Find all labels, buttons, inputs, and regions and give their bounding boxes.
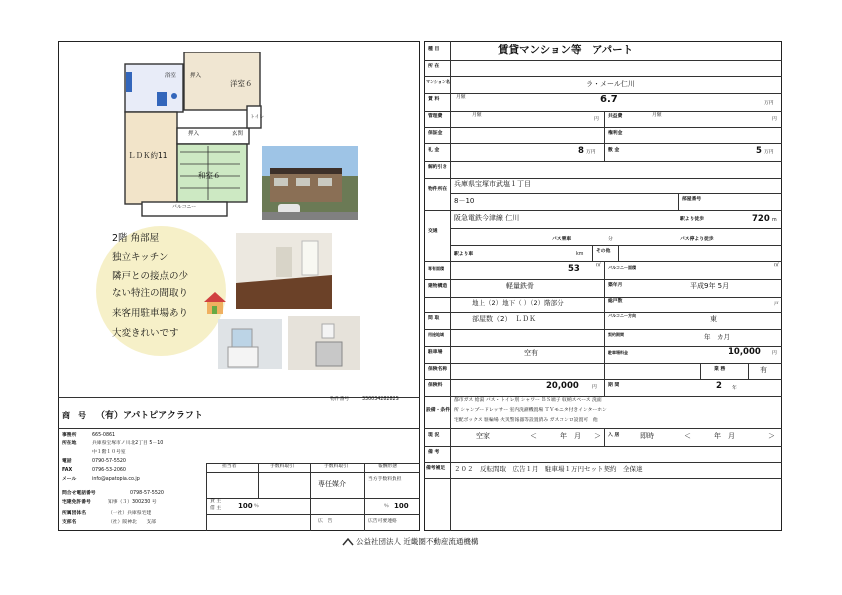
inquiry-label: 問合せ電話番号 (62, 491, 96, 496)
property-no-label: 物件番号 (330, 397, 350, 402)
room-bath: 浴室 (165, 73, 177, 79)
divider (450, 193, 782, 194)
common-label: 共益費 (608, 114, 623, 119)
trade-label: 商 号 (62, 411, 86, 420)
reikin-unit: 万円 (586, 150, 596, 155)
divider (424, 329, 782, 330)
direction-value: 東 (710, 315, 717, 323)
ad-value: 広告可要連絡 (368, 519, 397, 524)
org-logo-icon (342, 537, 354, 547)
feature-6: 大変きれいです (112, 328, 179, 339)
license: 知事（３）300230 号 (108, 500, 157, 505)
name-label: マンション名 (426, 79, 450, 84)
footer-text: 公益社団法人 近畿圏不動産流通機構 (356, 537, 479, 546)
divider (424, 76, 782, 77)
structure-value: 軽量鉄骨 (506, 282, 534, 290)
kaiyaku-label: 解約引き (428, 165, 448, 170)
fee-value-2: 100 (394, 502, 409, 510)
divider (424, 428, 782, 429)
status-date-close: ＞ (594, 432, 601, 440)
divider (450, 228, 782, 229)
divider (310, 463, 311, 531)
room-no-label: 部屋番号 (682, 197, 702, 202)
feature-5: 来客用駐車場あり (112, 308, 189, 319)
divider (424, 178, 782, 179)
divider (424, 210, 782, 211)
move-date-close: ＞ (768, 432, 775, 440)
property-address2: 8－10 (454, 197, 475, 205)
property-address: 兵庫県宝塚市武塩１丁目 (454, 180, 531, 188)
divider (618, 245, 619, 261)
common-yen: 円 (772, 117, 777, 122)
fax: 0796-53-2060 (92, 468, 126, 473)
rent-monthly: 月額 (456, 95, 466, 100)
bus-walk-label: バス停より徒歩 (680, 237, 714, 242)
address-row-label: 物件所在 (428, 187, 448, 192)
divider (206, 498, 420, 499)
balcony-area-label: バルコニー面積 (608, 265, 636, 270)
divider (604, 428, 605, 446)
contract-label: 契約期間 (608, 332, 624, 337)
status-label: 現 況 (428, 433, 440, 438)
balcony-area-unit: ㎡ (774, 263, 779, 268)
duties-value: 有 (760, 366, 767, 374)
parking-fee-value: 10,000 (728, 347, 761, 357)
divider (748, 363, 749, 379)
area-unit: ㎡ (596, 263, 601, 268)
mail-label: メール (62, 477, 77, 482)
divider (424, 446, 782, 447)
ins-fee-value: 20,000 (546, 381, 579, 391)
transport-label: 交通 (428, 229, 438, 234)
divider (424, 279, 782, 280)
fee-header-1: 担当者 (222, 464, 237, 469)
address-label: 所在地 (62, 441, 77, 446)
shikikin-value: 5 (756, 146, 762, 156)
building-name: ラ・メール仁川 (586, 80, 635, 88)
divider (424, 312, 782, 313)
exterior-photo (262, 146, 358, 220)
room-western: 洋室６ (230, 79, 253, 88)
facility-line-2: 所 シャンプードレッサー 室内洗濯機置場 ＴＶモニタ付きインターホン (454, 408, 607, 413)
room-closet-mid: 押入 (188, 131, 200, 137)
key-money-label: 権利金 (608, 131, 623, 136)
inquiry: 0798-57-5520 (130, 491, 164, 496)
room-balcony: バルコニー (172, 205, 196, 210)
layout-value: 部屋数（2） ＬＤＫ (472, 315, 536, 323)
interior-photo-kitchen (288, 316, 360, 370)
transport: 阪急電鉄今津線 仁川 (454, 214, 520, 222)
structure-label: 建物構造 (428, 284, 448, 289)
branch: （社）阪神北 支部 (108, 520, 156, 525)
divider (424, 161, 782, 162)
remarks-label: 備 考 (428, 450, 440, 455)
divider (592, 245, 593, 261)
divider (450, 41, 451, 531)
mgmt-label: 管理費 (428, 114, 443, 119)
bus-ride-label: バス乗車 (552, 237, 572, 242)
location-label: 所 在 (428, 64, 440, 69)
interior-photo-bath (218, 319, 282, 369)
ins-fee-unit: 円 (592, 385, 597, 390)
insurance-label: 保険名称 (428, 367, 448, 372)
divider (450, 245, 782, 246)
divider (58, 428, 420, 429)
term-label: 期 間 (608, 383, 620, 388)
trade-name: （有）アパトピアクラフト (96, 411, 203, 421)
area-value: 53 (568, 264, 580, 274)
contract-value: 年 カ月 (704, 333, 730, 341)
ins-fee-label: 保険料 (428, 383, 443, 388)
move-in-label: 入 居 (608, 433, 620, 438)
fee-header-2: 手数料取引 (270, 464, 294, 469)
org-label: 所属団体名 (62, 511, 86, 516)
car-km: km (576, 252, 584, 257)
use-zone-label: 用途地域 (428, 332, 444, 337)
floors-value: 地上（2）地下（ ）（2）階部分 (472, 299, 564, 307)
mgmt-monthly: 月額 (472, 113, 482, 118)
fee-value-1: 100 (238, 502, 253, 510)
rent-label: 賃 料 (428, 97, 440, 102)
walk-unit: m (772, 218, 777, 223)
reikin-label: 礼 金 (428, 148, 440, 153)
term-value: 2 (716, 381, 722, 391)
feature-3: 隣戸との接点の少 (112, 271, 189, 282)
status-date: 年 月 (560, 432, 581, 440)
room-japanese: 和室６ (198, 171, 221, 180)
fee-unit-1: ％ (254, 504, 259, 509)
status-date-open: ＜ (530, 432, 537, 440)
walk-label: 駅より徒歩 (680, 217, 704, 222)
built-value: 平成9年 5月 (690, 282, 730, 290)
common-monthly: 月額 (652, 113, 662, 118)
branch-label: 支部名 (62, 520, 77, 525)
tel-label: 電話 (62, 459, 72, 464)
tel: 0790-57-5520 (92, 459, 126, 464)
divider (424, 363, 782, 364)
car-label: 駅より車 (454, 252, 474, 257)
mgmt-yen: 円 (594, 117, 599, 122)
divider (678, 193, 679, 210)
divider (424, 379, 782, 380)
fee-header-3: 手数料取引 (324, 464, 348, 469)
units-unit: 戸 (774, 302, 779, 307)
walk-value: 720 (752, 214, 770, 224)
org: （一社）兵庫県宅建 (108, 511, 152, 516)
divider (604, 261, 605, 396)
divider (424, 462, 782, 463)
divider (424, 297, 782, 298)
move-date: 年 月 (714, 432, 735, 440)
office-value: 665-0861 (92, 433, 116, 438)
reward-type: 当方手数料負担 (368, 477, 402, 482)
mail: info@apatopia.co.jp (92, 477, 140, 482)
divider (424, 60, 782, 61)
room-toilet: トイレ (250, 115, 265, 120)
other-label: その他 (596, 249, 611, 254)
divider (700, 363, 701, 379)
license-label: 宅建免許番号 (62, 500, 91, 505)
built-label: 築年月 (608, 283, 623, 288)
divider (364, 463, 365, 531)
shikikin-label: 敷 金 (608, 148, 620, 153)
rent-value: 6.7 (600, 94, 618, 105)
reikin-value: 8 (578, 146, 584, 156)
units-label: 総戸数 (608, 299, 623, 304)
feature-1: 2階 角部屋 (112, 233, 160, 244)
house-illustration (202, 290, 228, 316)
direction-label: バルコニー方向 (608, 313, 636, 318)
divider (424, 127, 782, 128)
fee-header-4: 報酬形態 (378, 464, 398, 469)
room-ldk: ＬＤＫ約11 (128, 151, 168, 160)
facility-line-1: 都市ガス 給湯 バス・トイレ別 シャワー ＢＳ端子 収納スペース 洗面 (454, 398, 602, 403)
listing-title: 賃貸マンション等 アパート (498, 44, 634, 56)
office-label: 事務所 (62, 433, 77, 438)
divider (424, 111, 782, 112)
property-no: 33003428282S (362, 397, 399, 402)
term-unit: 年 (732, 386, 737, 391)
layout-label: 間 取 (428, 316, 440, 321)
title-label: 種 目 (428, 47, 440, 52)
fee-unit-2: ％ (384, 504, 389, 509)
room-closet-top: 押入 (190, 73, 202, 79)
facility-label: 設備・条件 (426, 408, 450, 413)
fee-row-1: 貸 主 (210, 499, 222, 504)
move-in-value: 即時 (640, 432, 654, 440)
fax-label: FAX (62, 468, 73, 473)
feature-4: ない特注の間取り (112, 288, 189, 299)
agency-type: 専任媒介 (318, 480, 346, 488)
parking-fee-label: 駐車場料金 (608, 350, 628, 355)
divider (424, 478, 782, 479)
divider (424, 143, 782, 144)
divider (424, 261, 782, 262)
area-label: 専有面積 (428, 266, 444, 271)
deposit-label: 保証金 (428, 131, 443, 136)
feature-2: 独立キッチン (112, 252, 169, 263)
parking-value: 空有 (524, 349, 538, 357)
facility-line-3: 宅配ボックス 駐輪場 火災警報器等設置済み ガスコンロ設置可 他 (454, 418, 598, 423)
room-entrance: 玄関 (232, 131, 244, 137)
notes-label: 備考補足 (426, 466, 446, 471)
parking-label: 駐車場 (428, 350, 443, 355)
company-address2: 中１階１０号室 (92, 450, 126, 455)
bus-minutes: 分 (608, 237, 613, 242)
shikikin-unit: 万円 (764, 150, 774, 155)
move-date-open: ＜ (684, 432, 691, 440)
fee-row-2: 借 主 (210, 506, 222, 511)
divider (206, 514, 420, 515)
status-value: 空家 (476, 432, 490, 440)
ad-label: 広 告 (318, 519, 333, 524)
interior-photo-room (236, 233, 332, 309)
notes-value: ２０２ 反転間取 広告１月 駐車場１万円セット契約 全保達 (454, 465, 643, 473)
parking-fee-unit: 円 (772, 351, 777, 356)
divider (206, 472, 420, 473)
divider (424, 396, 782, 397)
rent-unit: 万円 (764, 101, 774, 106)
duties-label: 業 務 (714, 367, 726, 372)
divider (604, 111, 605, 161)
company-address1: 兵庫県宝塚市ノ川北2丁目 5－10 (92, 441, 164, 446)
divider (258, 463, 259, 498)
